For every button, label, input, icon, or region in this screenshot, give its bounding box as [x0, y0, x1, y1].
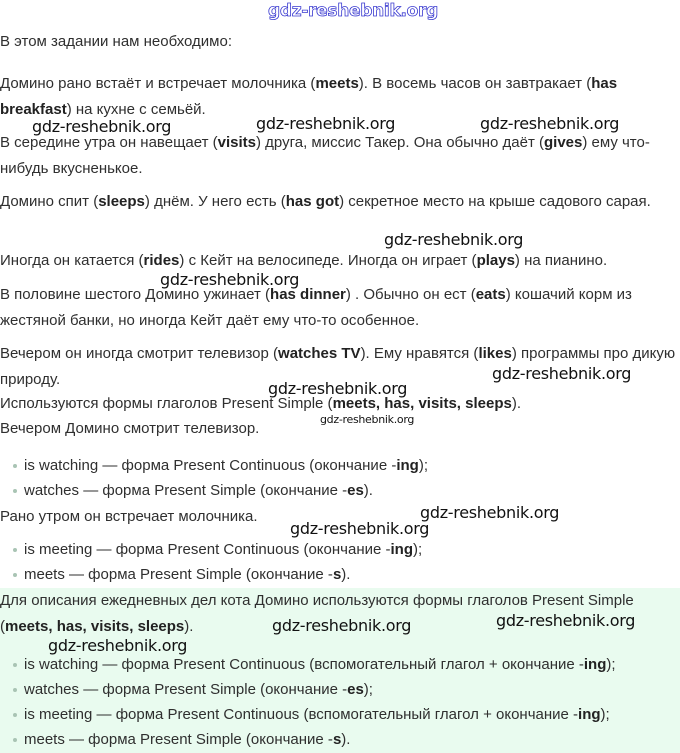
verb-highlight: meets — [315, 75, 359, 92]
text-segment: В середине утра он навещает ( — [0, 134, 218, 151]
text-segment: ) секретное место на крыше садового сарая. — [339, 193, 651, 210]
verb-highlight: ing — [578, 706, 601, 723]
text-segment: Вечером он иногда смотрит телевизор ( — [0, 345, 279, 362]
text-segment: ). — [363, 482, 373, 499]
watermark: gdz-reshebnik.org — [320, 413, 415, 426]
watermark: gdz-reshebnik.org — [160, 270, 300, 289]
verb-highlight: meets, has, visits, sleeps — [5, 618, 185, 635]
verb-highlight: plays — [476, 252, 515, 269]
watermark: gdz-reshebnik.org — [420, 503, 560, 522]
text-segment: ); — [363, 681, 373, 698]
list-item — [0, 727, 680, 752]
paragraph — [0, 248, 680, 274]
text-segment: ). — [511, 395, 522, 412]
paragraph-text — [0, 189, 680, 215]
bullet-list — [0, 652, 680, 752]
text-segment: ). Ему нравятся ( — [360, 345, 479, 362]
list-item-text — [24, 656, 616, 673]
watermark: gdz-reshebnik.org — [256, 114, 396, 133]
list-item — [0, 652, 680, 677]
text-segment: ); — [600, 706, 610, 723]
verb-highlight: has breakfast — [0, 75, 618, 118]
verb-highlight: likes — [478, 345, 512, 362]
text-segment: ) программы про дикую природу. — [0, 345, 676, 388]
list-item — [0, 478, 680, 503]
verb-highlight: rides — [143, 252, 180, 269]
text-segment: Для описания ежедневных дел кота Домино используются формы глаголов Present Simple ( — [0, 592, 634, 635]
watermark: gdz-reshebnik.org — [496, 611, 636, 630]
verb-highlight: has got — [285, 193, 340, 210]
text-segment: ) днём. У него есть ( — [144, 193, 286, 210]
watermark: gdz-reshebnik.org — [272, 616, 412, 635]
verb-highlight: has dinner — [270, 286, 346, 303]
list-item-text — [24, 731, 350, 748]
text-segment: ). — [341, 731, 351, 748]
text-segment: Домино спит ( — [0, 193, 99, 210]
text-segment: meets — форма Present Simple (окончание - — [24, 731, 333, 748]
text-segment: ); — [606, 656, 616, 673]
text-segment: is meeting — форма Present Continuous (окончание - — [24, 541, 391, 558]
verb-highlight: ing — [390, 541, 413, 558]
watermark: gdz-reshebnik.org — [384, 230, 524, 249]
text-segment: ) . Обычно он ест ( — [345, 286, 476, 303]
list-item-text — [24, 482, 373, 499]
text-segment: Рано утром он встречает молочника. — [0, 508, 258, 525]
text-segment: is watching — форма Present Continuous (вспомогательный глагол + окончание - — [24, 656, 584, 673]
watermark: gdz-reshebnik.org — [492, 364, 632, 383]
text-segment: is meeting — форма Present Continuous (вспомогательный глагол + окончание - — [24, 706, 579, 723]
watermark: gdz-reshebnik.org — [268, 379, 408, 398]
text-segment: watches — форма Present Simple (окончание - — [24, 681, 348, 698]
intro-text: В этом задании нам необходимо: — [0, 33, 233, 50]
text-segment: В половине шестого Домино ужинает ( — [0, 286, 271, 303]
list-item-text — [24, 566, 350, 583]
list-item-text — [24, 457, 428, 474]
paragraph — [0, 282, 680, 334]
list-item — [0, 702, 680, 727]
text-segment: ); — [418, 457, 428, 474]
watermark: gdz-reshebnik.org — [290, 519, 430, 538]
verb-highlight: gives — [543, 134, 583, 151]
text-segment: Иногда он катается ( — [0, 252, 144, 269]
text-segment: ). В восемь часов он завтракает ( — [358, 75, 592, 92]
bullet-list — [0, 537, 680, 587]
paragraph-text — [0, 248, 680, 274]
list-item-text — [24, 681, 373, 698]
text-segment: ) с Кейт на велосипеде. Иногда он играет ( — [179, 252, 477, 269]
list-item — [0, 453, 680, 478]
verb-highlight: s — [332, 731, 342, 748]
text-segment: ). — [341, 566, 351, 583]
text-segment: Домино рано встаёт и встречает молочника ( — [0, 75, 316, 92]
verb-highlight: ing — [583, 656, 607, 673]
verb-highlight: ing — [396, 457, 419, 474]
text-segment: ) на кухне с семьёй. — [66, 101, 206, 118]
list-item — [0, 562, 680, 587]
list-item — [0, 677, 680, 702]
verb-highlight: es — [347, 681, 364, 698]
text-segment: Вечером Домино смотрит телевизор. — [0, 420, 260, 437]
verb-highlight: es — [347, 482, 364, 499]
list-item-text — [24, 541, 422, 558]
watermark-logo: gdz-reshebnik.org — [268, 1, 438, 21]
text-segment: ) кошачий корм из жестяной банки, но иногда Кейт даёт ему что-то особенное. — [0, 286, 632, 329]
paragraph — [0, 189, 680, 215]
text-segment: ); — [412, 541, 423, 558]
verb-highlight: watches TV — [278, 345, 361, 362]
watermark: gdz-reshebnik.org — [480, 114, 620, 133]
text-segment: meets — форма Present Simple (окончание - — [24, 566, 333, 583]
watermark: gdz-reshebnik.org — [48, 636, 188, 655]
text-segment: ) на пианино. — [514, 252, 608, 269]
watermark: gdz-reshebnik.org — [32, 117, 172, 136]
verb-highlight: meets, has, visits, sleeps — [332, 395, 512, 412]
text-segment: Используются формы глаголов Present Simple ( — [0, 395, 333, 412]
list-item — [0, 537, 680, 562]
text-segment: watches — форма Present Simple (окончание - — [24, 482, 348, 499]
text-segment: ) ему что-нибудь вкусненькое. — [0, 134, 650, 177]
text-segment: is watching — форма Present Continuous (окончание - — [24, 457, 397, 474]
paragraph-text — [0, 130, 680, 182]
paragraph-text — [0, 282, 680, 334]
verb-highlight: visits — [217, 134, 256, 151]
text-segment: ) друга, миссис Такер. Она обычно даёт ( — [256, 134, 544, 151]
verb-highlight: sleeps — [98, 193, 145, 210]
bullet-list — [0, 453, 680, 503]
text-segment: ). — [184, 618, 194, 635]
verb-highlight: eats — [475, 286, 506, 303]
list-item-text — [24, 706, 610, 723]
verb-highlight: s — [332, 566, 342, 583]
paragraph — [0, 130, 680, 182]
